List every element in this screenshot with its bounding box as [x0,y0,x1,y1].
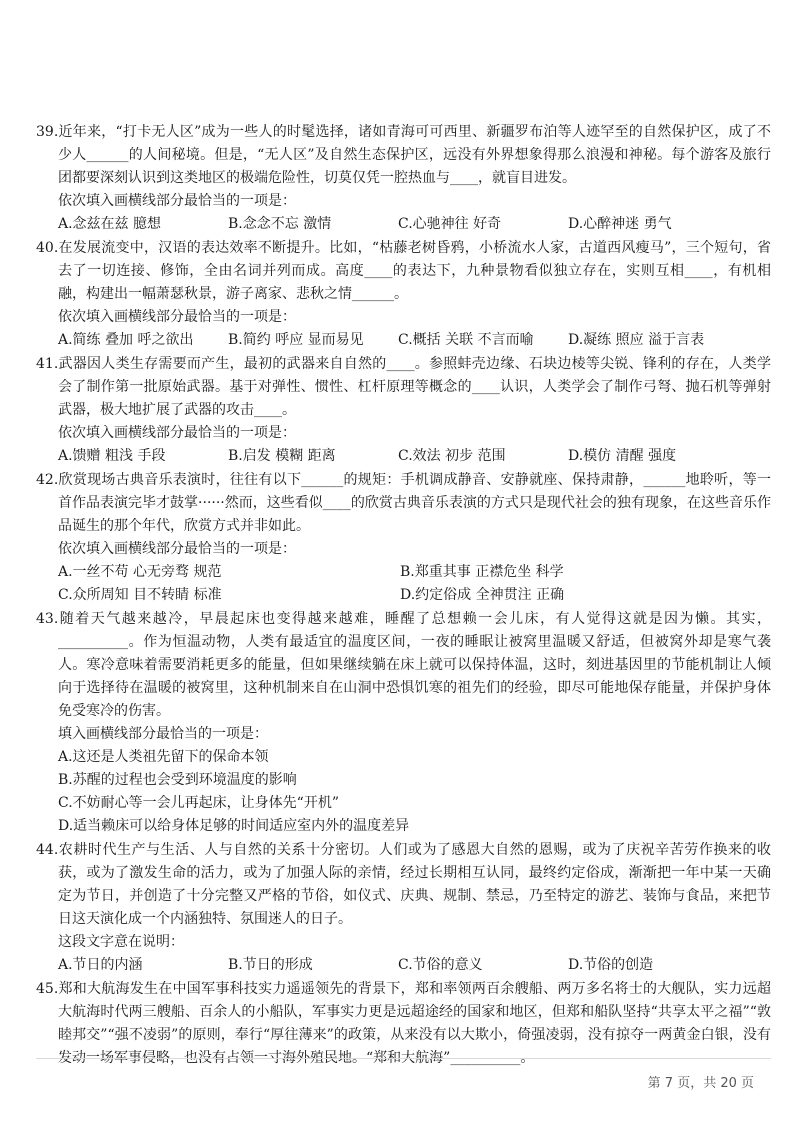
option-row [36,445,771,468]
question-41 [36,353,771,468]
option-b: B.简约 呼应 显而易见 [228,332,364,348]
question-40 [36,237,771,352]
option-c: C.节俗的意义 [398,957,483,973]
question-prompt: 填入画横线部分最恰当的一项是： [58,726,268,742]
option-c: C.效法 初步 范围 [398,448,506,464]
question-44 [36,839,771,977]
option-d: D.适当赖床可以给身体足够的时间适应室内外的温度差异 [58,818,410,834]
question-39 [36,121,771,236]
question-prompt: 依次填入画横线部分最恰当的一项是： [58,541,296,557]
option-c: C.心驰神往 好奇 [398,216,502,232]
option-a: A.馈赠 粗浅 手段 [58,448,166,464]
question-prompt: 依次填入画横线部分最恰当的一项是： [58,193,296,209]
option-row [36,329,771,352]
option-a: A.简练 叠加 呼之欲出 [58,332,194,348]
footer-divider [36,1058,771,1059]
question-stem: 45.郑和大航海发生在中国军事科技实力遥遥领先的背景下，郑和率领两百余艘船、两万多名将士的大舰队，实力远超大航海时代两三艘船、百余人的小船队，军事实力更是远超途经的国家和地区，但郑和船队坚持“共享太平之福”“敦睦邦交”“强不凌弱”的原则，奉行“厚往薄来”的政策，从来没有以大欺小，倚强凌弱，没有掠夺一两黄金白银，没有发动一场军事侵略，也没有占领一寸海外殖民地。“郑和大航海”__________。 [36,981,771,1066]
option-d: D.凝练 照应 溢于言表 [568,332,705,348]
question-stem: 44.农耕时代生产与生活、人与自然的关系十分密切。人们或为了感恩大自然的恩赐，或为了庆祝辛苦劳作换来的收获，或为了激发生命的活力，或为了加强人际的亲情，经过长期相互认同，最终约定俗成，渐渐把一年中某一天确定为节日，并创造了十分完整又严格的节俗，如仪式、庆典、规制、禁忌，乃至特定的游艺、装饰与食品，来把节日这天演化成一个内涵独特、氛围迷人的日子。 [36,842,771,927]
option-b: B.启发 模糊 距离 [228,448,336,464]
option-b: B.郑重其事 正襟危坐 科学 [400,564,564,580]
option-b: B.节日的形成 [228,957,313,973]
option-c: C.不妨耐心等一会儿再起床，让身体先“开机” [58,795,339,811]
question-stem: 42.欣赏现场古典音乐表演时，往往有以下______的规矩：手机调成静音、安静就座、保持肃静，______地聆听，等一首作品表演完毕才鼓掌······然而，这些看似____的欣赏古典音乐表演的方式只是现代社会的独有现象，在这些音乐作品诞生的那个年代，欣赏方式并非如此。 [36,472,771,534]
question-stem: 43.随着天气越来越冷，早晨起床也变得越来越难，睡醒了总想赖一会儿床，有人觉得这就是因为懒。其实，__________。作为恒温动物，人类有最适宜的温度区间，一夜的睡眠让被窝里温暖又舒适，但被窝外却是寒气袭人。寒冷意味着需要消耗更多的能量，但如果继续躺在床上就可以保持体温，这时，刻进基因里的节能机制让人倾向于选择待在温暖的被窝里，这种机制来自在山洞中恐惧饥寒的祖先们的经验，即尽可能地保存能量，并保护身体免受寒冷的伤害。 [36,611,771,719]
option-a: A.念兹在兹 臆想 [58,216,162,232]
option-grid [36,561,771,607]
question-prompt: 依次填入画横线部分最恰当的一项是： [58,425,296,441]
question-45 [36,978,771,1070]
option-d: D.模仿 清醒 强度 [568,448,677,464]
question-stem: 41.武器因人类生存需要而产生，最初的武器来自自然的____。参照蚌壳边缘、石块边棱等尖锐、锋利的存在，人类学会了制作第一批原始武器。基于对弹性、惯性、杠杆原理等概念的____认识，人类学会了制作弓弩、抛石机等弹射武器，极大地扩展了武器的攻击____。 [36,356,771,418]
question-prompt: 依次填入画横线部分最恰当的一项是： [58,309,296,325]
question-43 [36,608,771,838]
option-a: A.这还是人类祖先留下的保命本领 [58,749,269,765]
option-row [36,213,771,236]
question-list [36,121,771,1071]
question-stem: 39.近年来，“打卡无人区”成为一些人的时髦选择，诸如青海可可西里、新疆罗布泊等人迹罕至的自然保护区，成了不少人______的人间秘境。但是，“无人区”及自然生态保护区，远没有外界想象得那么浪漫和神秘。每个游客及旅行团都要深刻认识到这类地区的极端危险性，切莫仅凭一腔热血与____，就盲目进发。 [36,124,771,186]
option-b: B.苏醒的过程也会受到环境温度的影响 [58,772,297,788]
option-c: C.概括 关联 不言而喻 [398,332,534,348]
question-stem: 40.在发展流变中，汉语的表达效率不断提升。比如，“枯藤老树昏鸦，小桥流水人家，古道西风瘦马”，三个短句，省去了一切连接、修饰，全由名词并列而成。高度____的表达下，九种景物看似独立存在，实则互相____，有机相融，构建出一幅萧瑟秋景，游子离家、悲秋之情______。 [36,240,771,302]
option-a: A.节日的内涵 [58,957,143,973]
option-b: B.念念不忘 激情 [228,216,332,232]
question-prompt: 这段文字意在说明： [58,934,184,950]
option-d: D.约定俗成 全神贯注 正确 [400,587,565,603]
option-c: C.众所周知 目不转睛 标准 [58,587,222,603]
question-42 [36,469,771,607]
option-row [36,954,771,977]
option-d: D.心醉神迷 勇气 [568,216,672,232]
option-a: A.一丝不苟 心无旁骛 规范 [58,564,222,580]
option-d: D.节俗的创造 [568,957,654,973]
page-number: 第 7 页，共 20 页 [647,1076,754,1091]
